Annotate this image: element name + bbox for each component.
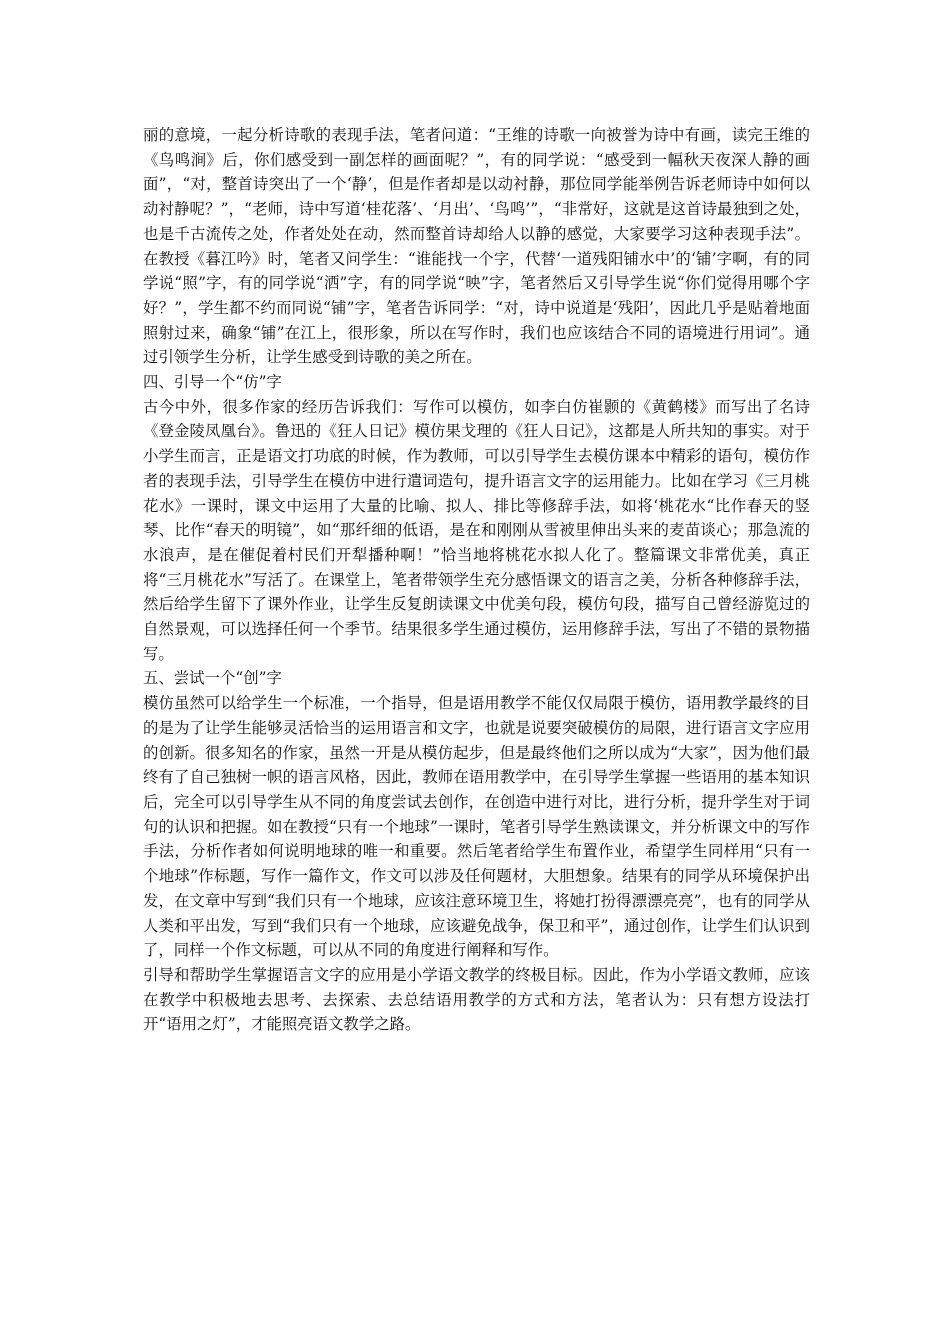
paragraph-poetry-analysis: 丽的意境，一起分析诗歌的表现手法，笔者问道：“王维的诗歌一向被誉为诗中有画，读完王维的《鸟鸣涧》后，你们感受到一副怎样的画面呢？”，有的同学说：“感受到一幅秋天夜深人静的画面”，“对，整首诗突出了一个‘静’，但是作者却是以动衬静，那位同学能举例告诉老师诗中如何以动衬静呢？”，“老师，诗中写道‘桂花落’、‘月出’、‘鸟鸣’”，“非常好，这就是这首诗最独到之处，也是千古流传之处，作者处处在动，然而整首诗却给人以静的感觉，大家要学习这种表现手法”。在教授《暮江吟》时，笔者又问学生：“谁能找一个字，代替‘一道残阳铺水中’的‘铺’字啊，有的同学说“照”字，有的同学说“洒”字，有的同学说“映”字，笔者然后又引导学生说“你们觉得用哪个字好？”，学生都不约而同说“铺”字，笔者告诉同学：“对，诗中说道是‘残阳’，因此几乎是贴着地面照射过来，确象“铺”在江上，很形象，所以在写作时，我们也应该结合不同的语境进行用词”。通过引领学生分析，让学生感受到诗歌的美之所在。 <box>143 126 810 367</box>
paragraph-creation: 模仿虽然可以给学生一个标准，一个指导，但是语用教学不能仅仅局限于模仿，语用教学最终的目的是为了让学生能够灵活恰当的运用语言和文字，也就是说要突破模仿的局限，进行语言文字应用的创新。很多知名的作家，虽然一开是从模仿起步，但是最终他们之所以成为“大家”，因为他们最终有了自己独树一帜的语言风格，因此，教师在语用教学中，在引导学生掌握一些语用的基本知识后，完全可以引导学生从不同的角度尝试去创作，在创造中进行对比，进行分析，提升学生对于词句的认识和把握。如在教授“只有一个地球”一课时，笔者引导学生熟读课文，并分析课文中的写作手法，分析作者如何说明地球的唯一和重要。然后笔者给学生布置作业，希望学生同样用“只有一个地球”作标题，写作一篇作文，作文可以涉及任何题材，大胆想象。结果有的同学从环境保护出发，在文章中写到“我们只有一个地球，应该注意环境卫生，将她打扮得漂漂亮亮”，也有的同学从人类和平出发，写到“我们只有一个地球，应该避免战争，保卫和平”，通过创作，让学生们认识到了，同样一个作文标题，可以从不同的角度进行阐释和写作。 <box>143 694 810 960</box>
document-page <box>143 123 810 1037</box>
paragraph-imitation: 古今中外，很多作家的经历告诉我们：写作可以模仿，如李白仿崔颢的《黄鹤楼》而写出了名诗《登金陵凤凰台》。鲁迅的《狂人日记》模仿果戈理的《狂人日记》，这都是人所共知的事实。对于小学生而言，正是语文打功底的时候，作为教师，可以引导学生去模仿课本中精彩的语句，模仿作者的表现手法，引导学生在模仿中进行遣词造句，提升语言文字的运用能力。比如在学习《三月桃花水》一课时，课文中运用了大量的比喻、拟人、排比等修辞手法，如将‘桃花水“比作春天的竖琴、比作“春天的明镜”，如“那纤细的低语，是在和刚刚从雪被里伸出头来的麦苗谈心；那急流的水浪声，是在催促着村民们开犁播种啊！”恰当地将桃花水拟人化了。整篇课文非常优美，真正将“三月桃花水”写活了。在课堂上，笔者带领学生充分感悟课文的语言之美，分析各种修辞手法，然后给学生留下了课外作业，让学生反复朗读课文中优美句段，模仿句段，描写自己曾经游览过的自然景观，可以选择任何一个季节。结果很多学生通过模仿，运用修辞手法，写出了不错的景物描写。 <box>143 397 810 663</box>
paragraph-conclusion: 引导和帮助学生掌握语言文字的应用是小学语文教学的终极目标。因此，作为小学语文教师，应该在教学中积极地去思考、去探索、去总结语用教学的方式和方法，笔者认为：只有想方设法打开“语用之灯”，才能照亮语文教学之路。 <box>143 965 810 1034</box>
section-heading-create: 五、尝试一个“创”字 <box>143 669 282 688</box>
section-heading-imitate: 四、引导一个“仿”字 <box>143 373 282 392</box>
